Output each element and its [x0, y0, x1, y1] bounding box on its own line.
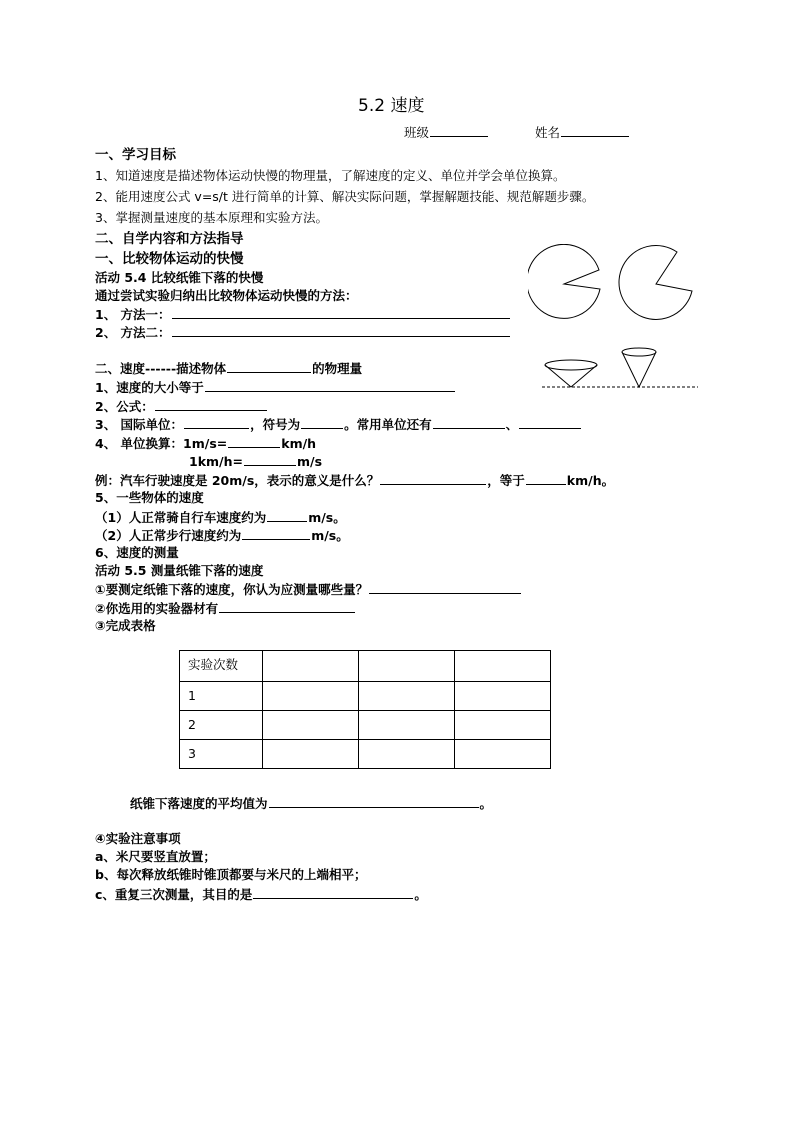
example-line — [95, 471, 614, 490]
table-row — [180, 711, 551, 740]
conversion-blank-1[interactable] — [228, 434, 280, 448]
paper-cone-figures — [540, 345, 700, 393]
si-unit-label: 3、 国际单位： — [95, 417, 184, 432]
objective-item: 2、能用速度公式 v=s/t 进行简单的计算、解决实际问题，掌握解题技能、规范解题步骤。 — [95, 189, 595, 204]
method-intro: 通过尝试实验归纳出比较物体运动快慢的方法： — [95, 288, 358, 303]
table-cell: 3 — [180, 740, 263, 769]
bike-speed-line — [95, 508, 346, 527]
table-cell[interactable] — [455, 682, 551, 711]
common-unit-blank-2[interactable] — [519, 415, 581, 429]
note-b: b、每次释放纸锥时锥顶都要与米尺的上端相平； — [95, 867, 367, 882]
average-speed-end: 。 — [479, 796, 493, 811]
table-cell[interactable] — [455, 740, 551, 769]
question-2-blank[interactable] — [219, 599, 355, 613]
conversion-blank-2[interactable] — [244, 452, 296, 466]
speed-heading-part-a: 二、速度------描述物体 — [95, 361, 227, 376]
table-header-row — [180, 651, 551, 682]
walk-speed-label: （2）人正常步行速度约为 — [95, 528, 242, 543]
common-units-label: 。常用单位还有 — [344, 417, 432, 432]
average-speed-label: 纸锥下落速度的平均值为 — [130, 796, 268, 811]
symbol-blank[interactable] — [301, 415, 343, 429]
walk-speed-blank[interactable] — [242, 526, 310, 540]
method-1-label: 1、 方法一： — [95, 307, 171, 322]
table-cell: 2 — [180, 711, 263, 740]
table-cell: 1 — [180, 682, 263, 711]
method-2-label: 2、 方法二： — [95, 325, 171, 340]
name-field — [535, 123, 630, 142]
walk-speed-unit: m/s。 — [311, 528, 349, 543]
object-speeds-heading: 5、一些物体的速度 — [95, 490, 204, 505]
notes-heading: ④实验注意事项 — [95, 831, 181, 846]
method-2-blank[interactable] — [172, 323, 510, 337]
note-c-line — [95, 885, 427, 904]
speed-heading — [95, 359, 362, 378]
paper-cone-narrow — [622, 348, 656, 387]
speed-heading-part-b: 的物理量 — [312, 361, 363, 376]
note-a: a、米尺要竖直放置； — [95, 849, 216, 864]
table-cell[interactable] — [359, 711, 455, 740]
name-label: 姓名 — [535, 125, 561, 140]
formula-blank[interactable] — [155, 397, 267, 411]
speed-measurement-heading: 6、速度的测量 — [95, 545, 179, 560]
class-blank[interactable] — [430, 123, 488, 137]
separator: 、 — [505, 417, 519, 432]
example-question: 例：汽车行驶速度是 20m/s，表示的意义是什么？ — [95, 473, 380, 488]
average-speed-line — [130, 794, 492, 813]
formula-line — [95, 397, 268, 416]
section-heading-objectives: 一、学习目标 — [95, 147, 176, 163]
si-unit-line — [95, 415, 582, 434]
example-meaning-blank[interactable] — [380, 471, 486, 485]
common-unit-blank-1[interactable] — [433, 415, 505, 429]
symbol-label: ，符号为 — [250, 417, 301, 432]
table-cell[interactable] — [359, 740, 455, 769]
method-1-line — [95, 305, 511, 324]
objective-item: 3、掌握测量速度的基本原理和实验方法。 — [95, 210, 328, 225]
objective-item: 1、知道速度是描述物体运动快慢的物理量，了解速度的定义、单位并学会单位换算。 — [95, 168, 566, 183]
question-3-label: ③完成表格 — [95, 618, 156, 633]
section-heading-self-study: 二、自学内容和方法指导 — [95, 231, 244, 247]
paper-disc-right — [619, 245, 692, 319]
question-2-label: ②你选用的实验器材有 — [95, 601, 219, 616]
subsection-heading-compare: 一、比较物体运动的快慢 — [95, 251, 244, 267]
example-unit: km/h。 — [566, 473, 615, 488]
table-cell[interactable] — [263, 682, 359, 711]
name-blank[interactable] — [561, 123, 629, 137]
speed-heading-blank[interactable] — [227, 359, 311, 373]
activity-heading-5-4: 活动 5.4 比较纸锥下落的快慢 — [95, 270, 264, 285]
conversion-unit-2: m/s — [296, 454, 323, 469]
paper-cone-wide — [545, 360, 597, 387]
speed-definition-label: 1、速度的大小等于 — [95, 380, 204, 395]
table-header-cell[interactable] — [359, 651, 455, 682]
table-cell[interactable] — [359, 682, 455, 711]
table-header-cell: 实验次数 — [180, 651, 263, 682]
paper-disc-figures — [528, 244, 698, 326]
question-2-line — [95, 599, 356, 618]
example-equals: ，等于 — [487, 473, 525, 488]
table-header-cell[interactable] — [263, 651, 359, 682]
average-speed-blank[interactable] — [269, 794, 479, 808]
conversion-label-1: 4、 单位换算：1m/s= — [95, 436, 228, 451]
bike-speed-blank[interactable] — [267, 508, 307, 522]
conversion-label-2: 1km/h= — [189, 454, 243, 469]
note-c-end: 。 — [414, 887, 427, 902]
speed-definition-blank[interactable] — [205, 378, 455, 392]
table-row — [180, 682, 551, 711]
example-kmh-blank[interactable] — [526, 471, 566, 485]
question-1-line — [95, 580, 522, 599]
class-label: 班级 — [404, 125, 430, 140]
table-header-cell[interactable] — [455, 651, 551, 682]
method-1-blank[interactable] — [172, 305, 510, 319]
paper-disc-left — [528, 244, 600, 318]
conversion-unit-1: km/h — [281, 436, 317, 451]
bike-speed-unit: m/s。 — [308, 510, 346, 525]
question-1-blank[interactable] — [369, 580, 521, 594]
note-c-blank[interactable] — [253, 885, 413, 899]
si-unit-blank[interactable] — [184, 415, 249, 429]
page-title: 5.2 速度 — [358, 96, 425, 116]
note-c-label: c、重复三次测量，其目的是 — [95, 887, 253, 902]
table-row — [180, 740, 551, 769]
table-cell[interactable] — [263, 711, 359, 740]
experiment-table — [179, 650, 551, 769]
unit-conversion-line-2 — [189, 452, 322, 471]
method-2-line — [95, 323, 511, 342]
activity-heading-5-5: 活动 5.5 测量纸锥下落的速度 — [95, 563, 264, 578]
formula-label: 2、公式： — [95, 399, 154, 414]
class-field — [404, 123, 489, 142]
table-cell[interactable] — [263, 740, 359, 769]
bike-speed-label: （1）人正常骑自行车速度约为 — [95, 510, 267, 525]
unit-conversion-line-1 — [95, 434, 316, 453]
question-1-label: ①要测定纸锥下落的速度，你认为应测量哪些量？ — [95, 582, 369, 597]
speed-definition-line — [95, 378, 456, 397]
table-cell[interactable] — [455, 711, 551, 740]
walk-speed-line — [95, 526, 349, 545]
